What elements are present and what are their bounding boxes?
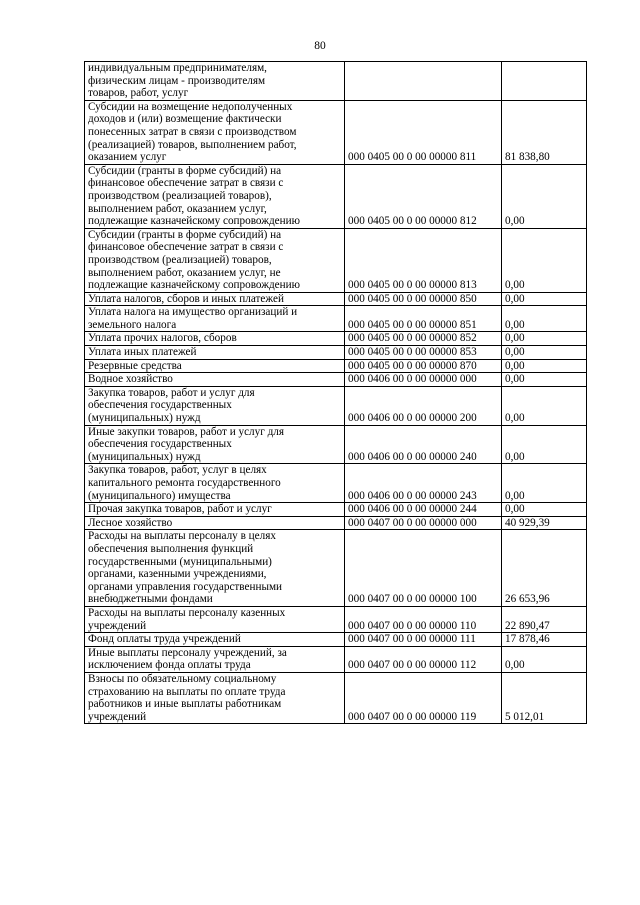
amount-cell: 0,00 xyxy=(502,292,587,306)
item-name-line: Уплата прочих налогов, сборов xyxy=(88,332,237,345)
amount-cell: 0,00 xyxy=(502,464,587,503)
item-name-line: Фонд оплаты труда учреждений xyxy=(88,633,241,646)
item-name-line: учреждений xyxy=(88,710,147,723)
table-row xyxy=(85,464,587,503)
item-name-line: подлежащие казначейскому сопровождению xyxy=(88,279,300,292)
budget-code-cell: 000 0407 00 0 00 00000 119 xyxy=(345,672,502,723)
page-number: 80 xyxy=(314,40,326,52)
item-name-cell xyxy=(85,672,345,723)
amount-cell: 0,00 xyxy=(502,306,587,332)
item-name-cell xyxy=(85,633,345,647)
table-row xyxy=(85,606,587,632)
item-name-line: Расходы на выплаты персоналу казенных xyxy=(88,606,286,619)
amount-cell: 0,00 xyxy=(502,332,587,346)
budget-code-cell: 000 0405 00 0 00 00000 853 xyxy=(345,346,502,360)
table-row xyxy=(85,346,587,360)
item-name-line: Взносы по обязательному социальному xyxy=(88,672,277,685)
table-row xyxy=(85,228,587,292)
amount-cell: 0,00 xyxy=(502,228,587,292)
budget-code-cell: 000 0407 00 0 00 00000 112 xyxy=(345,646,502,672)
item-name-cell xyxy=(85,425,345,464)
item-name-cell xyxy=(85,464,345,503)
budget-code-cell: 000 0407 00 0 00 00000 100 xyxy=(345,530,502,607)
table-row xyxy=(85,503,587,517)
table-row xyxy=(85,100,587,164)
budget-code-cell: 000 0405 00 0 00 00000 870 xyxy=(345,359,502,373)
amount-cell: 0,00 xyxy=(502,164,587,228)
item-name-line: индивидуальным предпринимателям, xyxy=(88,62,267,74)
table-row xyxy=(85,646,587,672)
amount-cell: 17 878,46 xyxy=(502,633,587,647)
item-name-cell xyxy=(85,386,345,425)
item-name-line: Иные выплаты персоналу учреждений, за xyxy=(88,646,287,659)
item-name-cell xyxy=(85,332,345,346)
amount-cell: 5 012,01 xyxy=(502,672,587,723)
item-name-line: доходов и (или) возмещение фактически xyxy=(88,113,282,126)
budget-code-cell xyxy=(345,62,502,101)
budget-code-cell: 000 0406 00 0 00 00000 000 xyxy=(345,373,502,387)
item-name-line: (муниципального) имущества xyxy=(88,489,231,502)
item-name-line: органами, казенными учреждениями, xyxy=(88,568,267,581)
item-name-line: финансовое обеспечение затрат в связи с xyxy=(88,177,284,190)
item-name-cell xyxy=(85,646,345,672)
item-name-cell xyxy=(85,100,345,164)
budget-table xyxy=(84,61,587,724)
item-name-line: обеспечения государственных xyxy=(88,438,232,451)
item-name-line: Субсидии (гранты в форме субсидий) на xyxy=(88,228,282,241)
item-name-line: Расходы на выплаты персоналу в целях xyxy=(88,530,276,543)
table-row xyxy=(85,530,587,607)
budget-code-cell: 000 0406 00 0 00 00000 244 xyxy=(345,503,502,517)
budget-code-cell: 000 0407 00 0 00 00000 000 xyxy=(345,516,502,530)
item-name-line: земельного налога xyxy=(88,318,177,331)
item-name-line: финансовое обеспечение затрат в связи с xyxy=(88,241,284,254)
item-name-line: физическим лицам - производителям xyxy=(88,74,266,87)
table-row xyxy=(85,633,587,647)
amount-cell: 26 653,96 xyxy=(502,530,587,607)
item-name-line: производством (реализацией) товаров, xyxy=(88,253,272,266)
amount-cell: 81 838,80 xyxy=(502,100,587,164)
budget-code-cell: 000 0405 00 0 00 00000 850 xyxy=(345,292,502,306)
item-name-cell xyxy=(85,164,345,228)
table-row xyxy=(85,373,587,387)
table-row xyxy=(85,386,587,425)
item-name-cell xyxy=(85,606,345,632)
budget-code-cell: 000 0406 00 0 00 00000 200 xyxy=(345,386,502,425)
amount-cell: 22 890,47 xyxy=(502,606,587,632)
item-name-cell xyxy=(85,530,345,607)
item-name-line: государственными (муниципальными) xyxy=(88,555,272,568)
budget-code-cell: 000 0405 00 0 00 00000 813 xyxy=(345,228,502,292)
item-name-line: работников и иные выплаты работникам xyxy=(88,698,282,711)
item-name-line: исключением фонда оплаты труда xyxy=(88,659,251,672)
item-name-cell xyxy=(85,346,345,360)
budget-code-cell: 000 0407 00 0 00 00000 110 xyxy=(345,606,502,632)
item-name-line: Закупка товаров, работ, услуг в целях xyxy=(88,464,267,477)
table-row xyxy=(85,425,587,464)
item-name-line: Закупка товаров, работ и услуг для xyxy=(88,386,255,399)
item-name-line: страхованию на выплаты по оплате труда xyxy=(88,685,286,698)
amount-cell xyxy=(502,62,587,101)
item-name-line: обеспечения государственных xyxy=(88,399,232,412)
table-row xyxy=(85,359,587,373)
budget-code-cell: 000 0407 00 0 00 00000 111 xyxy=(345,633,502,647)
item-name-line: понесенных затрат в связи с производством xyxy=(88,125,297,138)
item-name-line: Субсидии на возмещение недополученных xyxy=(88,100,293,113)
item-name-line: (реализацией) товаров, выполнением работ, xyxy=(88,138,297,151)
item-name-line: Иные закупки товаров, работ и услуг для xyxy=(88,425,285,438)
item-name-line: (муниципальных) нужд xyxy=(88,450,201,463)
item-name-line: Водное хозяйство xyxy=(88,373,173,386)
item-name-line: Лесное хозяйство xyxy=(88,516,173,529)
item-name-cell xyxy=(85,516,345,530)
budget-code-cell: 000 0405 00 0 00 00000 852 xyxy=(345,332,502,346)
amount-cell: 40 929,39 xyxy=(502,516,587,530)
item-name-line: Субсидии (гранты в форме субсидий) на xyxy=(88,164,282,177)
budget-code-cell: 000 0406 00 0 00 00000 240 xyxy=(345,425,502,464)
item-name-cell xyxy=(85,228,345,292)
item-name-line: Уплата налогов, сборов и иных платежей xyxy=(88,292,284,305)
amount-cell: 0,00 xyxy=(502,359,587,373)
item-name-line: оказанием услуг xyxy=(88,151,167,164)
item-name-cell xyxy=(85,292,345,306)
item-name-cell xyxy=(85,306,345,332)
item-name-line: выполнением работ, оказанием услуг, не xyxy=(88,266,281,279)
item-name-line: товаров, работ, услуг xyxy=(88,87,189,100)
table-row xyxy=(85,672,587,723)
table-row xyxy=(85,516,587,530)
item-name-line: Уплата иных платежей xyxy=(88,346,197,359)
item-name-cell xyxy=(85,373,345,387)
table-row xyxy=(85,306,587,332)
budget-code-cell: 000 0406 00 0 00 00000 243 xyxy=(345,464,502,503)
item-name-line: обеспечения выполнения функций xyxy=(88,542,254,555)
item-name-line: капитального ремонта государственного xyxy=(88,477,281,489)
item-name-line: учреждений xyxy=(88,619,147,632)
amount-cell: 0,00 xyxy=(502,646,587,672)
item-name-cell xyxy=(85,503,345,517)
table-row xyxy=(85,332,587,346)
item-name-line: (муниципальных) нужд xyxy=(88,412,201,425)
amount-cell: 0,00 xyxy=(502,503,587,517)
item-name-line: подлежащие казначейскому сопровождению xyxy=(88,215,300,228)
budget-code-cell: 000 0405 00 0 00 00000 812 xyxy=(345,164,502,228)
budget-code-cell: 000 0405 00 0 00 00000 851 xyxy=(345,306,502,332)
table-row xyxy=(85,164,587,228)
item-name-line: Уплата налога на имущество организаций и xyxy=(88,306,298,319)
amount-cell: 0,00 xyxy=(502,386,587,425)
table-row xyxy=(85,62,587,101)
amount-cell: 0,00 xyxy=(502,373,587,387)
item-name-cell xyxy=(85,359,345,373)
amount-cell: 0,00 xyxy=(502,346,587,360)
budget-table-body xyxy=(85,62,587,724)
item-name-line: Резервные средства xyxy=(88,359,182,372)
item-name-line: выполнением работ, оказанием услуг, xyxy=(88,202,267,215)
item-name-cell xyxy=(85,62,345,101)
table-row xyxy=(85,292,587,306)
item-name-line: Прочая закупка товаров, работ и услуг xyxy=(88,503,272,516)
item-name-line: внебюджетными фондами xyxy=(88,593,213,606)
budget-code-cell: 000 0405 00 0 00 00000 811 xyxy=(345,100,502,164)
item-name-line: производством (реализацией товаров), xyxy=(88,189,272,202)
item-name-line: органами управления государственными xyxy=(88,580,283,593)
amount-cell: 0,00 xyxy=(502,425,587,464)
